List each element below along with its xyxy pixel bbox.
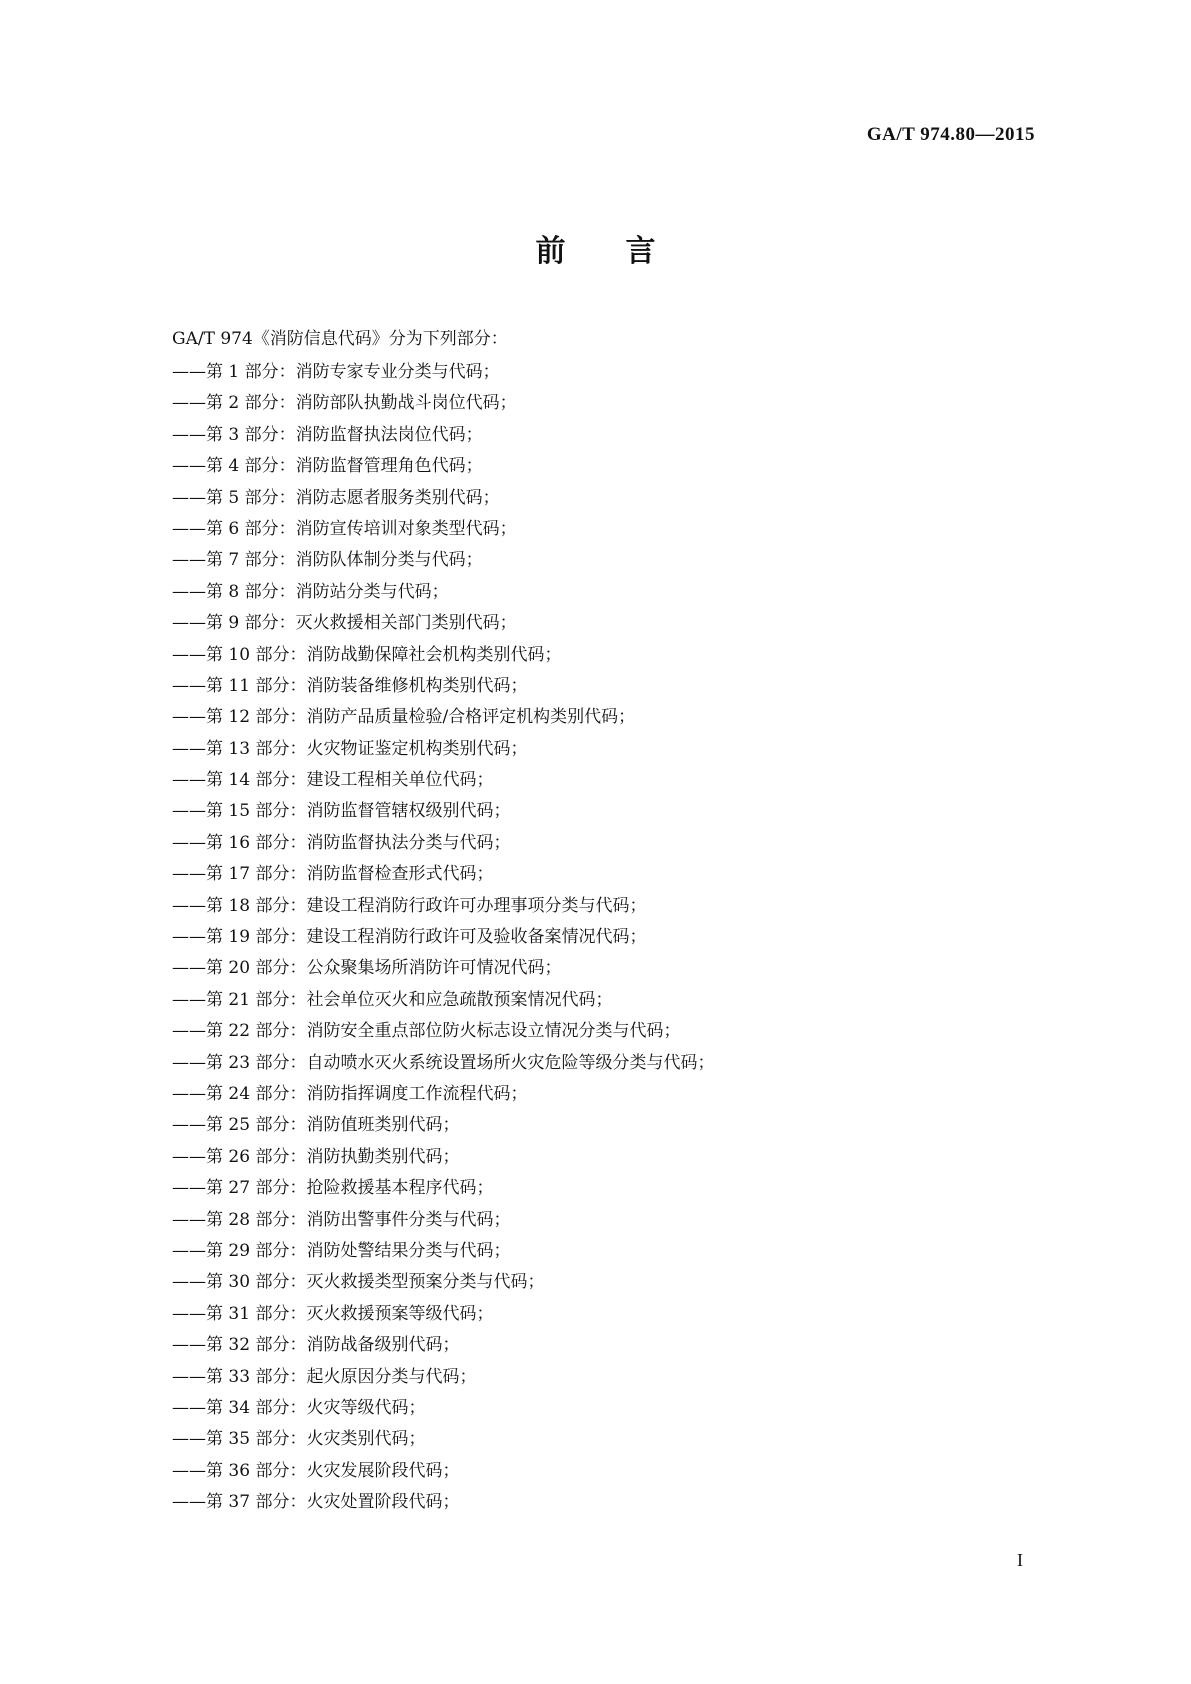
list-item: ——第 11 部分：消防装备维修机构类别代码； <box>172 675 528 696</box>
list-item: ——第 18 部分：建设工程消防行政许可办理事项分类与代码； <box>172 895 647 916</box>
page-number: I <box>1017 1550 1023 1570</box>
list-item: ——第 34 部分：火灾等级代码； <box>172 1397 426 1418</box>
list-item: ——第 22 部分：消防安全重点部位防火标志设立情况分类与代码； <box>172 1021 681 1042</box>
list-item: ——第 19 部分：建设工程消防行政许可及验收备案情况代码； <box>172 927 647 948</box>
parts-list <box>172 362 714 1523</box>
list-item: ——第 3 部分：消防监督执法岗位代码； <box>172 424 483 445</box>
list-item: ——第 23 部分：自动喷水灭火系统设置场所火灾危险等级分类与代码； <box>172 1052 715 1073</box>
list-item: ——第 9 部分：灭火救援相关部门类别代码； <box>172 613 517 634</box>
list-item: ——第 31 部分：灭火救援预案等级代码； <box>172 1303 494 1324</box>
list-item: ——第 25 部分：消防值班类别代码； <box>172 1115 460 1136</box>
list-item: ——第 36 部分：火灾发展阶段代码； <box>172 1460 460 1481</box>
list-item: ——第 4 部分：消防监督管理角色代码； <box>172 456 483 477</box>
list-item: ——第 13 部分：火灾物证鉴定机构类别代码； <box>172 738 528 759</box>
list-item: ——第 1 部分：消防专家专业分类与代码； <box>172 362 500 382</box>
list-item: ——第 21 部分：社会单位灭火和应急疏散预案情况代码； <box>172 989 613 1010</box>
list-item: ——第 26 部分：消防执勤类别代码； <box>172 1146 460 1167</box>
list-item: ——第 37 部分：火灾处置阶段代码； <box>172 1492 460 1513</box>
list-item: ——第 10 部分：消防战勤保障社会机构类别代码； <box>172 644 562 665</box>
standard-code: GA/T 974.80—2015 <box>866 124 1035 145</box>
list-item: ——第 20 部分：公众聚集场所消防许可情况代码； <box>172 958 562 979</box>
list-item: ——第 2 部分：消防部队执勤战斗岗位代码； <box>172 393 517 414</box>
list-item: ——第 17 部分：消防监督检查形式代码； <box>172 864 494 885</box>
list-item: ——第 15 部分：消防监督管辖权级别代码； <box>172 801 511 822</box>
list-item: ——第 32 部分：消防战备级别代码； <box>172 1335 460 1356</box>
list-item: ——第 14 部分：建设工程相关单位代码； <box>172 770 494 791</box>
list-item: ——第 8 部分：消防站分类与代码； <box>172 581 449 602</box>
list-item: ——第 35 部分：火灾类别代码； <box>172 1429 426 1450</box>
list-item: ——第 33 部分：起火原因分类与代码； <box>172 1366 477 1387</box>
page-title: 前言 <box>535 234 716 269</box>
list-item: ——第 29 部分：消防处警结果分类与代码； <box>172 1240 511 1261</box>
list-item: ——第 16 部分：消防监督执法分类与代码； <box>172 832 511 853</box>
list-item: ——第 27 部分：抢险救援基本程序代码； <box>172 1178 494 1199</box>
list-item: ——第 12 部分：消防产品质量检验/合格评定机构类别代码； <box>172 707 636 728</box>
list-item: ——第 28 部分：消防出警事件分类与代码； <box>172 1209 511 1230</box>
list-item: ——第 5 部分：消防志愿者服务类别代码； <box>172 487 500 508</box>
list-item: ——第 7 部分：消防队体制分类与代码； <box>172 550 483 571</box>
list-item: ——第 24 部分：消防指挥调度工作流程代码； <box>172 1083 528 1104</box>
list-item: ——第 6 部分：消防宣传培训对象类型代码； <box>172 518 517 539</box>
intro-paragraph: GA/T 974《消防信息代码》分为下列部分： <box>172 329 508 349</box>
list-item: ——第 30 部分：灭火救援类型预案分类与代码； <box>172 1272 545 1293</box>
